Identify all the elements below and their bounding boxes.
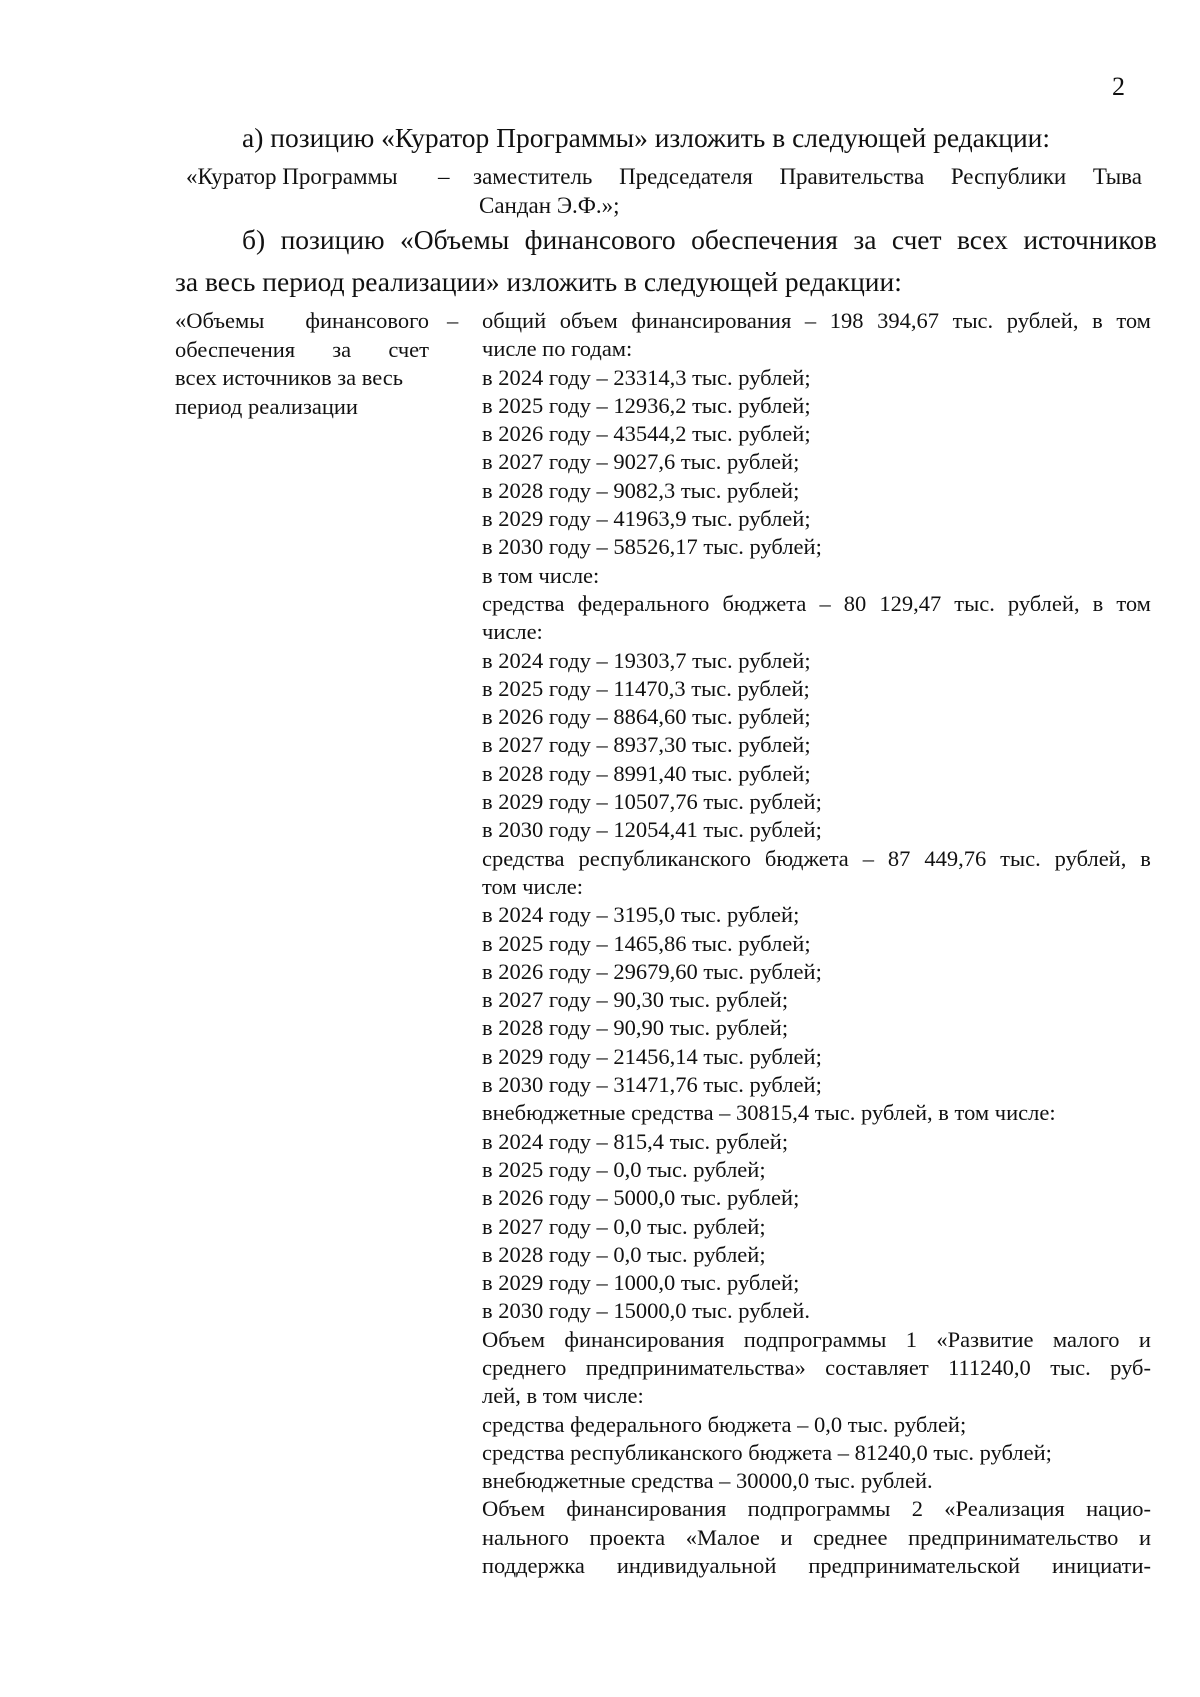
volumes-definition-line: в 2025 году – 11470,3 тыс. рублей; xyxy=(482,675,810,701)
word: – xyxy=(804,308,817,333)
volumes-definition-line: в 2026 году – 8864,60 тыс. рублей; xyxy=(482,704,811,730)
word: за xyxy=(332,336,352,362)
word: Республики xyxy=(950,164,1067,189)
volumes-definition-line: в 2027 году – 9027,6 тыс. рублей; xyxy=(482,449,800,475)
word: 2 xyxy=(911,1496,923,1522)
word: финансирования xyxy=(631,308,792,333)
volumes-definition-line: средства федерального бюджета – 0,0 тыс. рублей; xyxy=(482,1411,967,1437)
word: Правительства xyxy=(779,164,925,189)
curator-definition xyxy=(473,162,1142,220)
word: в xyxy=(1140,845,1151,871)
volumes-definition-line: внебюджетные средства – 30815,4 тыс. рублей, в том числе: xyxy=(482,1100,1056,1126)
word: подпрограммы xyxy=(743,1326,887,1352)
volumes-definition-line: в 2025 году – 1465,86 тыс. рублей; xyxy=(482,930,811,956)
volumes-definition-line: лей, в том числе: xyxy=(482,1383,644,1409)
curator-definition-line: Сандан Э.Ф.»; xyxy=(479,193,620,218)
word: счет xyxy=(388,336,429,362)
volumes-definition-line xyxy=(482,1354,1151,1382)
volumes-definition-line: в 2028 году – 90,90 тыс. рублей; xyxy=(482,1015,789,1041)
volumes-definition-line: средства республиканского бюджета – 81240,0 тыс. рублей; xyxy=(482,1439,1052,1465)
volumes-definition-line: числе: xyxy=(482,619,543,645)
word: 449,76 xyxy=(924,845,987,871)
volumes-definition-line: в 2026 году – 29679,60 тыс. рублей; xyxy=(482,958,822,984)
word: источников xyxy=(1023,224,1157,255)
word: предпринимательство xyxy=(908,1524,1119,1550)
volumes-definition-line xyxy=(482,307,1151,335)
word: 198 xyxy=(829,308,864,333)
word: инициати- xyxy=(1052,1553,1151,1579)
word: в xyxy=(1092,590,1104,616)
volumes-definition-line: в 2028 году – 9082,3 тыс. рублей; xyxy=(482,477,800,503)
volumes-definition-line: внебюджетные средства – 30000,0 тыс. рублей. xyxy=(482,1468,933,1494)
item-b-paragraph-line: за весь период реализации» изложить в следующей редакции: xyxy=(175,266,902,297)
curator-dash: – xyxy=(438,164,450,189)
word: б) xyxy=(242,224,266,255)
volumes-definition-line: в 2024 году – 23314,3 тыс. рублей; xyxy=(482,364,811,390)
word: и xyxy=(780,1524,793,1550)
word: средства xyxy=(482,845,565,871)
volumes-definition-line: в 2027 году – 0,0 тыс. рублей; xyxy=(482,1213,766,1239)
word: рублей, xyxy=(1006,308,1079,333)
word: позицию xyxy=(280,224,385,255)
word: в xyxy=(1092,308,1103,333)
volumes-definition-line: в 2026 году – 5000,0 тыс. рублей; xyxy=(482,1185,800,1211)
volumes-definition xyxy=(482,307,1151,1580)
page-number: 2 xyxy=(1112,72,1125,101)
volumes-definition-line: в 2024 году – 815,4 тыс. рублей; xyxy=(482,1128,789,1154)
volumes-definition-line: в 2030 году – 58526,17 тыс. рублей; xyxy=(482,534,822,560)
volumes-definition-line: числе по годам: xyxy=(482,336,633,362)
word: – xyxy=(862,845,874,871)
curator-definition-line xyxy=(473,162,1142,191)
volumes-definition-line: в 2029 году – 1000,0 тыс. рублей; xyxy=(482,1270,800,1296)
volumes-definition-line: в 2030 году – 12054,41 тыс. рублей; xyxy=(482,817,822,843)
volumes-definition-line: в том числе: xyxy=(482,562,600,588)
word: финансирования xyxy=(566,1496,727,1522)
word: том xyxy=(1116,308,1151,333)
word: «Объемы xyxy=(175,308,265,333)
volumes-definition-line xyxy=(482,590,1151,618)
word: предпринимательской xyxy=(808,1553,1021,1579)
volumes-definition-line: в 2024 году – 19303,7 тыс. рублей; xyxy=(482,647,811,673)
word: и xyxy=(1138,1326,1151,1352)
word: обеспечения xyxy=(175,336,296,362)
word: 394,67 xyxy=(877,308,939,333)
volumes-definition-line: в 2025 году – 0,0 тыс. рублей; xyxy=(482,1156,766,1182)
word: счет xyxy=(891,224,942,255)
word: Тыва xyxy=(1092,164,1142,189)
word: 80 xyxy=(843,590,867,616)
word: Объем xyxy=(482,1496,545,1522)
word: 1 xyxy=(905,1326,917,1352)
word: тыс. xyxy=(952,308,994,333)
word: проекта xyxy=(589,1524,666,1550)
volumes-definition-line: в 2027 году – 8937,30 тыс. рублей; xyxy=(482,732,811,758)
word: среднего xyxy=(482,1354,567,1380)
word: финансового xyxy=(305,308,429,333)
volumes-definition-line: в 2025 году – 12936,2 тыс. рублей; xyxy=(482,392,811,418)
word: среднее xyxy=(813,1524,888,1550)
volumes-definition-line xyxy=(482,1524,1151,1552)
item-a-paragraph: а) позицию «Куратор Программы» изложить в следующей редакции: xyxy=(242,122,1051,153)
word: бюджета xyxy=(722,590,807,616)
word: общий xyxy=(482,308,547,333)
volumes-term-line: период реализации xyxy=(175,393,358,419)
word: заместитель xyxy=(473,164,593,189)
volumes-definition-line: в 2027 году – 90,30 тыс. рублей; xyxy=(482,987,789,1013)
word: тыс. xyxy=(1000,845,1041,871)
word: индивидуальной xyxy=(616,1553,777,1579)
word: – xyxy=(819,590,831,616)
volumes-definition-line: в 2028 году – 8991,40 тыс. рублей; xyxy=(482,760,811,786)
volumes-definition-line: том числе: xyxy=(482,873,584,899)
word: федерального xyxy=(577,590,710,616)
volumes-definition-line: в 2029 году – 10507,76 тыс. рублей; xyxy=(482,789,822,815)
volumes-definition-line xyxy=(482,1495,1151,1523)
word: нального xyxy=(482,1524,569,1550)
word: рублей, xyxy=(1007,590,1080,616)
word: подпрограммы xyxy=(747,1496,891,1522)
volumes-definition-line: в 2030 году – 31471,76 тыс. рублей; xyxy=(482,1072,822,1098)
word: «Реализация xyxy=(944,1496,1065,1522)
curator-term: «Куратор Программы xyxy=(186,164,398,189)
word: всех xyxy=(956,224,1008,255)
word: и xyxy=(1138,1524,1151,1550)
word: «Развитие xyxy=(936,1326,1034,1352)
volumes-term-line xyxy=(175,307,429,336)
volumes-definition-line: в 2030 году – 15000,0 тыс. рублей. xyxy=(482,1298,810,1324)
volumes-definition-line xyxy=(482,845,1151,873)
word: финансового xyxy=(524,224,676,255)
word: том xyxy=(1116,590,1151,616)
word: средства xyxy=(482,590,565,616)
word: предпринимательства» xyxy=(585,1354,806,1380)
volumes-dash: – xyxy=(447,308,459,333)
item-b-paragraph-line xyxy=(242,219,1157,260)
word: республиканского xyxy=(578,845,751,871)
word: 87 xyxy=(887,845,911,871)
word: руб- xyxy=(1110,1354,1151,1380)
word: объем xyxy=(559,308,618,333)
word: 111240,0 xyxy=(948,1354,1031,1380)
word: тыс. xyxy=(1050,1354,1091,1380)
volumes-term-line xyxy=(175,336,429,365)
volumes-definition-line: в 2029 году – 41963,9 тыс. рублей; xyxy=(482,506,811,532)
word: финансирования xyxy=(564,1326,725,1352)
word: Председателя xyxy=(619,164,753,189)
volumes-definition-line: в 2026 году – 43544,2 тыс. рублей; xyxy=(482,421,811,447)
word: малого xyxy=(1052,1326,1120,1352)
word: бюджета xyxy=(764,845,849,871)
volumes-term-line: всех источников за весь xyxy=(175,365,404,390)
word: «Малое xyxy=(685,1524,760,1550)
word: Объем xyxy=(482,1326,545,1352)
word: «Объемы xyxy=(400,224,510,255)
volumes-definition-line: в 2028 году – 0,0 тыс. рублей; xyxy=(482,1241,766,1267)
word: обеспечения xyxy=(691,224,838,255)
word: тыс. xyxy=(954,590,995,616)
word: за xyxy=(853,224,877,255)
word: нацио- xyxy=(1086,1496,1151,1522)
volumes-term xyxy=(175,307,429,421)
word: 129,47 xyxy=(879,590,942,616)
volumes-definition-line xyxy=(482,1326,1151,1354)
word: рублей, xyxy=(1054,845,1127,871)
volumes-definition-line xyxy=(482,1552,1151,1580)
volumes-definition-line: в 2024 году – 3195,0 тыс. рублей; xyxy=(482,902,800,928)
volumes-definition-line: в 2029 году – 21456,14 тыс. рублей; xyxy=(482,1043,822,1069)
word: поддержка xyxy=(482,1553,585,1579)
word: составляет xyxy=(825,1354,929,1380)
